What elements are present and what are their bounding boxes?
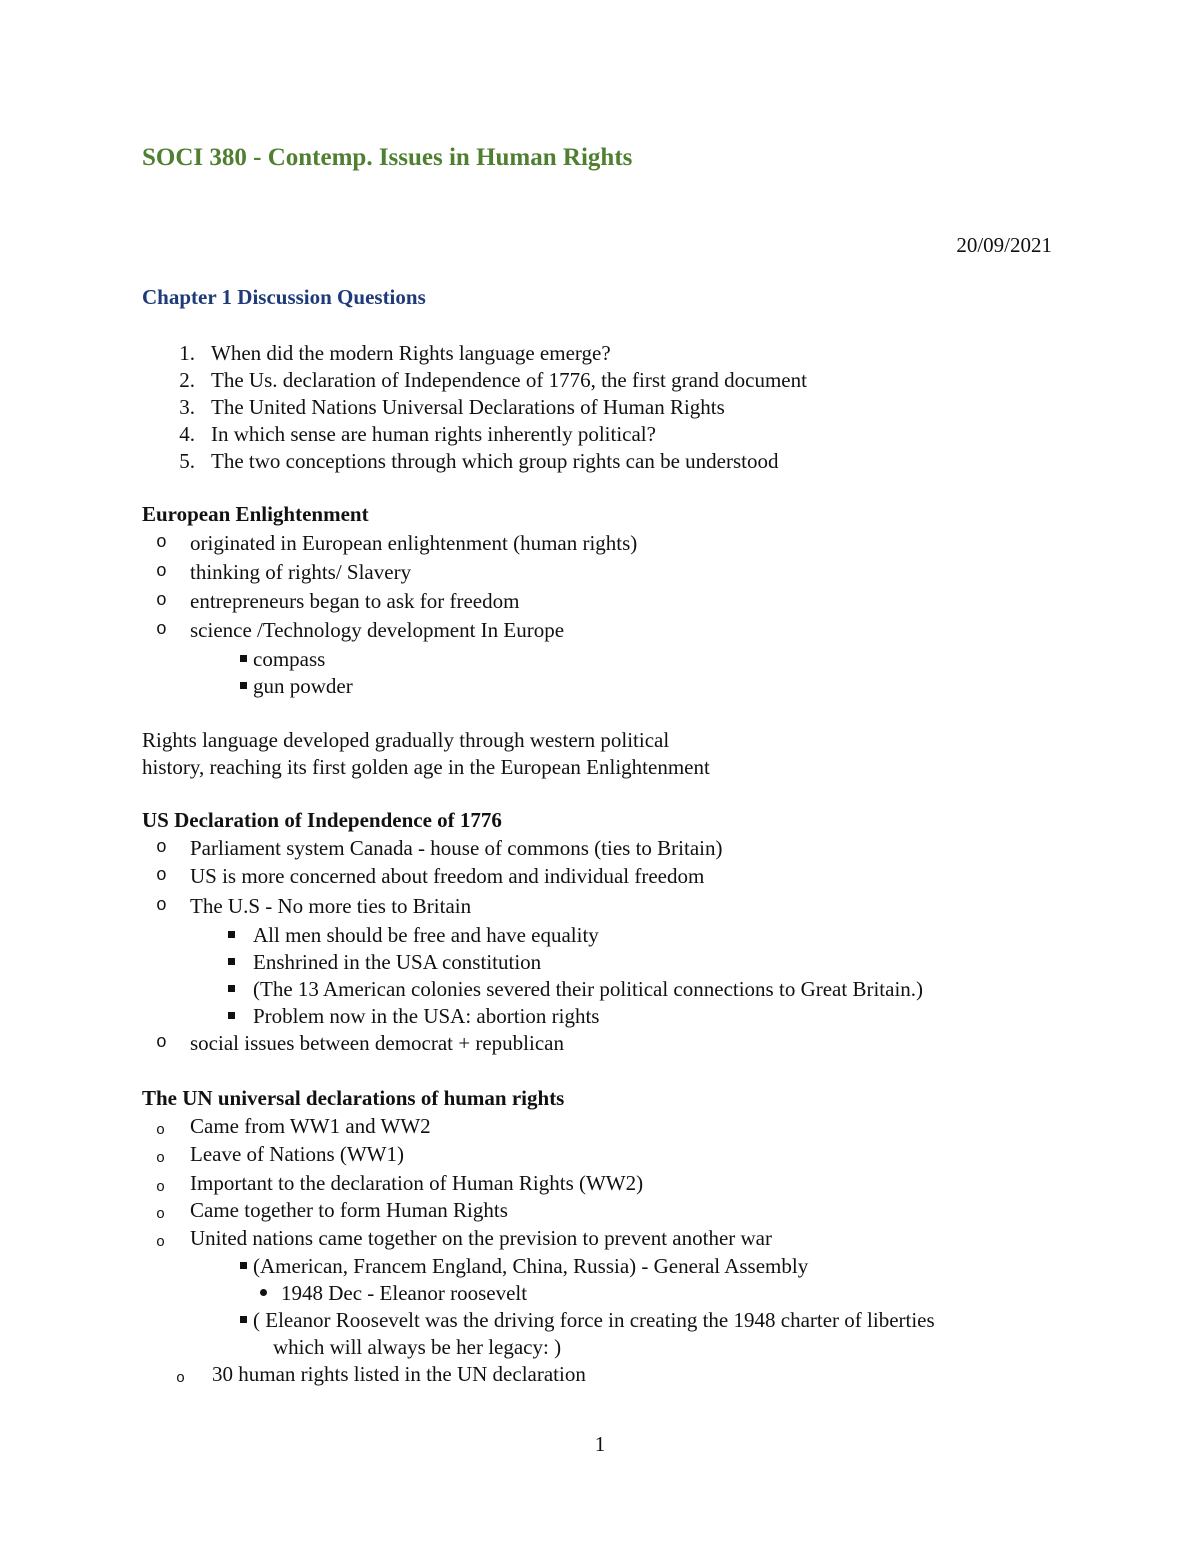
dot-list-item: 1948 Dec - Eleanor roosevelt [260, 1280, 527, 1307]
dot-bullet-icon [260, 1289, 267, 1296]
square-bullet-icon [228, 958, 235, 965]
question-item: 3. The United Nations Universal Declarations of Human Rights [179, 395, 725, 419]
sub-list-item: ( Eleanor Roosevelt was the driving force in creating the 1948 charter of liberties [240, 1307, 935, 1334]
sub-list-item-continuation: which will always be her legacy: ) [273, 1335, 562, 1359]
section-heading-enlightenment: European Enlightenment [142, 502, 369, 526]
section-heading-un-declaration: The UN universal declarations of human rights [142, 1086, 565, 1110]
document-date: 20/09/2021 [956, 233, 1052, 257]
sub-list-item: gun powder [240, 673, 353, 700]
square-bullet-icon [228, 1012, 235, 1019]
square-bullet-icon [240, 1262, 247, 1269]
square-bullet-icon [240, 1316, 247, 1323]
square-bullet-icon [228, 931, 235, 938]
paragraph-line: history, reaching its first golden age in the European Enlightenment [142, 755, 710, 779]
paragraph-line: Rights language developed gradually through western political [142, 728, 670, 752]
square-bullet-icon [240, 655, 247, 662]
section-heading-us-declaration: US Declaration of Independence of 1776 [142, 808, 502, 832]
sub-list-item: (American, Francem England, China, Russia) - General Assembly [240, 1253, 808, 1280]
sub-list-item: compass [240, 646, 325, 673]
question-item: 5. The two conceptions through which group rights can be understood [179, 449, 779, 473]
square-bullet-icon [228, 985, 235, 992]
sub-list-item: Problem now in the USA: abortion rights [228, 1003, 599, 1030]
question-item: 1. When did the modern Rights language emerge? [179, 341, 611, 365]
sub-list-item: Enshrined in the USA constitution [228, 949, 541, 976]
sub-list-item: (The 13 American colonies severed their political connections to Great Britain.) [228, 976, 923, 1003]
page-number: 1 [594, 1432, 606, 1456]
question-item: 4. In which sense are human rights inherently political? [179, 422, 656, 446]
sub-list-item: All men should be free and have equality [228, 922, 599, 949]
chapter-heading: Chapter 1 Discussion Questions [142, 285, 426, 309]
document-title: SOCI 380 - Contemp. Issues in Human Rights [142, 144, 633, 171]
square-bullet-icon [240, 682, 247, 689]
question-item: 2. The Us. declaration of Independence of 1776, the first grand document [179, 368, 807, 392]
